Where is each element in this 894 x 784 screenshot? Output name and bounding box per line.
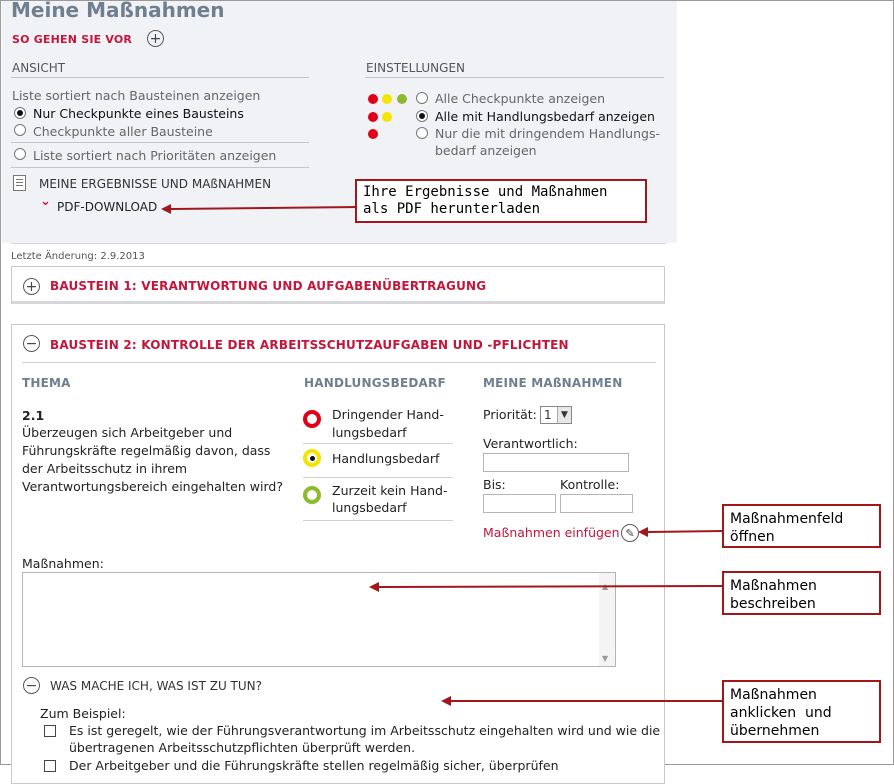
view-by-modules[interactable]: Liste sortiert nach Bausteinen anzeigen bbox=[12, 88, 261, 103]
label-show-all[interactable]: Alle Checkpunkte anzeigen bbox=[435, 91, 606, 106]
urgent-need-label-1[interactable]: Dringender Hand- bbox=[332, 407, 444, 422]
todo-header[interactable]: WAS MACHE ICH, WAS IST ZU TUN? bbox=[50, 679, 262, 693]
label-show-need[interactable]: Alle mit Handlungsbedarf anzeigen bbox=[435, 109, 655, 124]
module-2-panel bbox=[11, 324, 665, 784]
example-text: übertragenen Arbeitsschutzpflichten überprüft werden. bbox=[69, 740, 416, 755]
example-checkbox[interactable] bbox=[44, 725, 56, 737]
callout-text: anklicken und bbox=[730, 705, 832, 721]
chevron-down-icon[interactable]: ▼ bbox=[557, 407, 571, 423]
example-checkbox[interactable] bbox=[44, 760, 56, 772]
need-radio[interactable] bbox=[303, 449, 321, 467]
callout-describe bbox=[722, 571, 881, 615]
pdf-download-link[interactable]: PDF-DOWNLOAD bbox=[57, 200, 158, 214]
divider bbox=[11, 167, 309, 168]
red-dot-icon bbox=[368, 129, 378, 139]
document-icon bbox=[13, 175, 26, 191]
item-number: 2.1 bbox=[22, 408, 45, 423]
radio-show-urgent[interactable] bbox=[416, 127, 428, 139]
divider bbox=[11, 243, 666, 244]
label-only-one-module[interactable]: Nur Checkpunkte eines Bausteins bbox=[33, 106, 244, 121]
priority-label: Priorität: bbox=[483, 407, 537, 422]
radio-show-all[interactable] bbox=[416, 92, 428, 104]
page-title: Meine Maßnahmen bbox=[11, 0, 225, 22]
until-input[interactable] bbox=[483, 494, 556, 513]
plus-circle-icon[interactable]: + bbox=[23, 278, 40, 295]
pencil-icon[interactable]: ✎ bbox=[621, 524, 639, 542]
callout-text: Maßnahmen bbox=[730, 578, 817, 594]
download-arrow-icon[interactable]: ⌄ bbox=[40, 194, 51, 209]
scroll-down-icon[interactable]: ▼ bbox=[602, 654, 609, 663]
yellow-dot-icon bbox=[382, 94, 392, 104]
callout-pdf bbox=[355, 179, 647, 223]
divider bbox=[303, 443, 453, 444]
example-text: Es ist geregelt, wie der Führungsverantwortung im Arbeitsschutz eingehalten wird und wie die bbox=[69, 723, 661, 738]
question-line: Führungskräfte regelmäßig davon, dass bbox=[22, 443, 271, 458]
example-label: Zum Beispiel: bbox=[40, 706, 126, 721]
divider bbox=[11, 142, 309, 143]
responsible-label: Verantwortlich: bbox=[483, 436, 578, 451]
insert-measures-link[interactable]: Maßnahmen einfügen bbox=[483, 525, 620, 540]
module-1-title[interactable]: BAUSTEIN 1: VERANTWORTUNG UND AUFGABENÜBERTRAGUNG bbox=[50, 279, 487, 293]
divider bbox=[11, 77, 309, 78]
question-line: Verantwortungsbereich eingehalten wird? bbox=[22, 479, 283, 494]
label-all-modules[interactable]: Checkpunkte aller Bausteine bbox=[33, 124, 213, 139]
minus-circle-icon[interactable]: − bbox=[23, 335, 40, 352]
last-change: Letzte Änderung: 2.9.2013 bbox=[11, 251, 145, 262]
question-line: der Arbeitsschutz in ihrem bbox=[22, 461, 188, 476]
urgent-need-radio[interactable] bbox=[303, 410, 321, 428]
settings-section-label: EINSTELLUNGEN bbox=[366, 61, 466, 75]
divider bbox=[303, 520, 453, 521]
responsible-input[interactable] bbox=[483, 453, 629, 472]
control-label: Kontrolle: bbox=[560, 477, 620, 492]
how-to-link[interactable]: SO GEHEN SIE VOR bbox=[12, 33, 133, 46]
yellow-dot-icon bbox=[382, 112, 392, 122]
col-measures: MEINE MAßNAHMEN bbox=[483, 376, 623, 390]
no-need-label-1[interactable]: Zurzeit kein Hand- bbox=[332, 483, 448, 498]
control-input[interactable] bbox=[560, 494, 633, 513]
radio-show-need[interactable] bbox=[416, 110, 428, 122]
callout-text: beschreiben bbox=[730, 596, 816, 612]
priority-select[interactable] bbox=[540, 406, 572, 424]
example-text: Der Arbeitgeber und die Führungskräfte stellen regelmäßig sicher, überprüfen bbox=[69, 758, 559, 773]
view-section-label: ANSICHT bbox=[12, 61, 66, 75]
divider bbox=[303, 477, 453, 478]
question-line: Überzeugen sich Arbeitgeber und bbox=[22, 425, 233, 440]
results-label: MEINE ERGEBNISSE UND MAßNAHMEN bbox=[39, 177, 272, 191]
label-show-urgent-2[interactable]: bedarf anzeigen bbox=[435, 143, 537, 158]
module-1-panel[interactable] bbox=[11, 266, 665, 304]
col-need: HANDLUNGSBEDARF bbox=[304, 376, 446, 390]
callout-text: öffnen bbox=[730, 529, 775, 545]
callout-arrow bbox=[638, 526, 726, 538]
callout-text: übernehmen bbox=[730, 723, 820, 739]
no-need-radio[interactable] bbox=[303, 486, 321, 504]
divider bbox=[22, 362, 656, 363]
callout-arrow bbox=[441, 695, 725, 707]
urgent-need-label-2[interactable]: lungsbedarf bbox=[332, 425, 407, 440]
no-need-label-2[interactable]: lungsbedarf bbox=[332, 500, 407, 515]
measures-label: Maßnahmen: bbox=[22, 556, 104, 571]
callout-arrow bbox=[161, 201, 361, 213]
divider bbox=[365, 77, 664, 78]
label-by-priority[interactable]: Liste sortiert nach Prioritäten anzeigen bbox=[33, 148, 277, 163]
red-dot-icon bbox=[368, 94, 378, 104]
col-topic: THEMA bbox=[22, 376, 71, 390]
callout-text: Maßnahmenfeld bbox=[730, 511, 844, 527]
radio-only-one-module[interactable] bbox=[14, 107, 26, 119]
callout-arrow bbox=[369, 581, 725, 593]
plus-circle-icon[interactable]: + bbox=[147, 30, 164, 47]
green-dot-icon bbox=[397, 94, 407, 104]
callout-text: als PDF herunterladen bbox=[363, 201, 541, 217]
callout-apply bbox=[722, 680, 881, 743]
minus-circle-icon[interactable]: − bbox=[23, 677, 40, 694]
until-label: Bis: bbox=[483, 477, 506, 492]
radio-by-priority[interactable] bbox=[14, 148, 26, 160]
red-dot-icon bbox=[368, 112, 378, 122]
radio-all-modules[interactable] bbox=[14, 124, 26, 136]
callout-open-field bbox=[722, 504, 881, 548]
priority-value: 1 bbox=[544, 408, 552, 422]
callout-text: Maßnahmen bbox=[730, 687, 817, 703]
module-2-title[interactable]: BAUSTEIN 2: KONTROLLE DER ARBEITSSCHUTZAUFGABEN UND -PFLICHTEN bbox=[50, 338, 569, 352]
callout-text: Ihre Ergebnisse und Maßnahmen bbox=[363, 184, 608, 200]
label-show-urgent-1[interactable]: Nur die mit dringendem Handlungs- bbox=[435, 126, 660, 141]
need-label[interactable]: Handlungsbedarf bbox=[332, 451, 440, 466]
